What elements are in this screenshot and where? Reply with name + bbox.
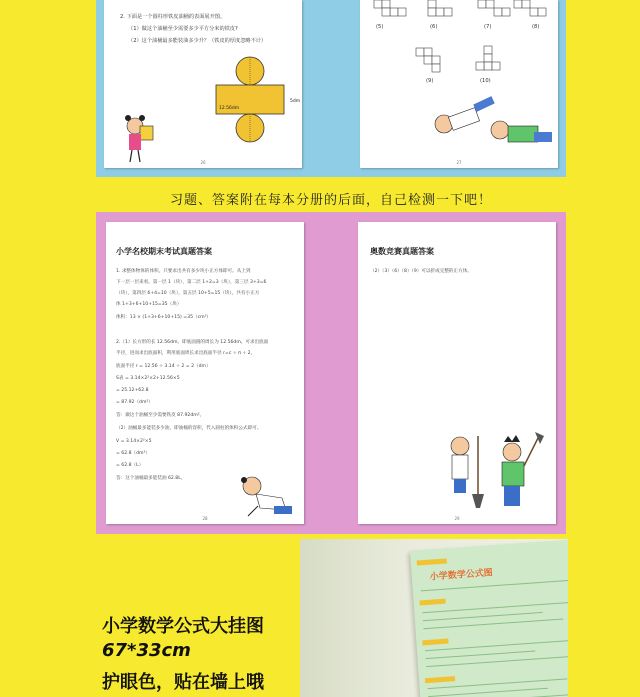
promo-title: 小学数学公式大挂图 [102,616,264,637]
answer-line: （2）（3）（6）（8）（9）可以折成完整的正方体。 [370,269,472,274]
formula-poster [410,539,568,697]
net-label-5: (5) [376,24,384,30]
answer-line: 1. 求整体物体的体积。只要求出共有多少块小正方体即可。从上到 [116,269,251,274]
page-number: 26 [200,160,206,165]
promo-size: 67*33cm [102,640,191,661]
poster-photo [300,539,568,697]
answer-spread [96,212,566,534]
answer-line: 体积：13 × (1+3+6+10+15) =35（cm³） [116,315,212,320]
cylinder-net-diagram [204,55,300,145]
fallen-boys-illustration [430,92,556,162]
page-number: 28 [202,516,208,521]
height-label: 5dm [290,99,301,104]
net-label-7: (7) [484,24,492,30]
page-29 [358,222,556,524]
page-number: 27 [456,160,462,165]
answer-line: 半径，进而求出底面积，利用底面周长求出底面半径 r=c ÷ π ÷ 2。 [116,351,256,356]
cube-net-grids [366,0,556,90]
answer-line: = 25.12+62.8 [116,388,149,393]
question-text: 2. 下面是一个圆柱形铁皮油桶的表面展开图。 [120,14,226,20]
answer-line: S表 = 3.14×2²×2+12.56×5 [116,376,180,381]
answers-title: 奥数竞赛真题答案 [370,247,434,256]
answer-line: 体 1+3+6+10+15=35（块） [116,302,182,307]
sub-question-1: （1）做这个油桶至少需要多少平方分米的铁皮? [128,26,238,32]
textbook-spread-top [96,0,566,177]
sub-question-2: （2）这个油桶最多能装油多少升？（铁皮的厚度忽略不计） [128,38,267,44]
net-label-8: (8) [532,24,540,30]
answer-line: （块），第四层 6+4=10（块），第五层 10+5=15（块），共有小正方 [116,291,260,296]
answer-line: （2）油桶最多能装多少油，即油桶的容积，代入圆柱的体积公式即可。 [116,426,262,431]
page-28 [106,222,304,524]
net-label-9: (9) [426,78,434,84]
reading-girl-illustration [120,112,160,164]
boys-with-shovels-illustration [438,432,548,518]
caption: 习题、答案附在每本分册的后面，自己检测一下吧！ [169,193,492,208]
answer-line: = 87.92（dm²） [116,400,153,405]
answer-line: 2.（1）长方形的长 12.56dm。即底面圆的周长为 12.56dm。可求出底面 [116,340,269,345]
answers-title: 小学名校期末考试真题答案 [116,247,212,256]
answer-line: = 62.8（dm³） [116,451,150,456]
answer-line: 答：做这个油桶至少需要铁皮 87.92dm²。 [116,413,205,418]
promo-note: 护眼色，贴在墙上哦 [102,672,264,693]
net-label-10: (10) [480,78,491,84]
page-27 [360,0,558,168]
page-number: 29 [454,516,460,521]
answer-line: 底面半径 r = 12.56 ÷ 3.14 ÷ 2 = 2（dm） [116,364,211,369]
net-label-6: (6) [430,24,438,30]
page-26 [104,0,302,168]
width-label: 12.56dm [219,106,240,111]
answer-line: 下一层一层来看。第一层 1（块），第二层 1+2=3（块），第三层 3+3=6 [116,280,267,285]
crawling-girl-illustration [234,476,298,520]
answer-line: 答：这个油桶最多能装油 62.8L。 [116,476,186,481]
answer-line: V = 3.14×2²×5 [116,439,152,444]
answer-line: = 62.8（L） [116,463,144,468]
poster-title: 小学数学公式图 [429,568,494,583]
